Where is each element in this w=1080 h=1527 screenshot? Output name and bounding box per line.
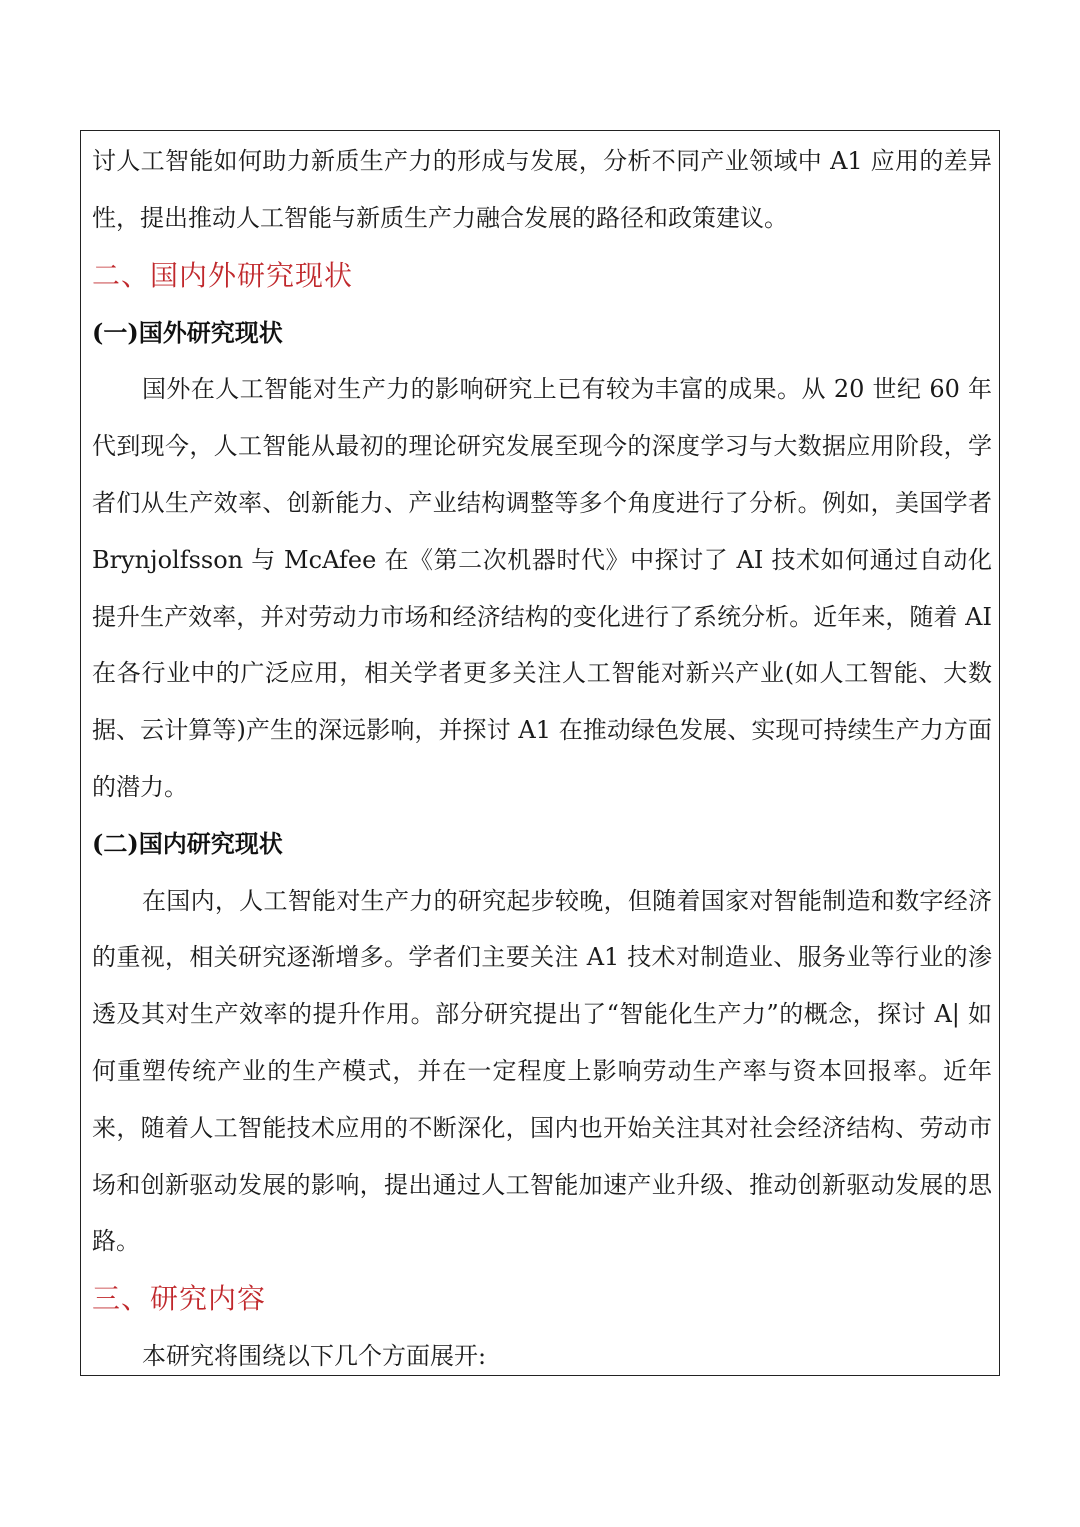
document-body (92, 133, 992, 1385)
paragraph-domestic-research: 在国内，人工智能对生产力的研究起步较晚，但随着国家对智能制造和数字经济的重视，相关研究逐渐增多。学者们主要关注 A1 技术对制造业、服务业等行业的渗透及其对生产效率的提升作用。部分研究提出了“智能化生产力”的概念，探讨 A| 如何重塑传统产业的生产模式，并在一定程度上影响劳动生产率与资本回报率。近年来，随着人工智能技术应用的不断深化，国内也开始关注其对社会经济结构、劳动市场和创新驱动发展的影响，提出通过人工智能加速产业升级、推动创新驱动发展的思路。 (92, 886, 992, 1256)
subsection-heading-foreign: (一)国外研究现状 (92, 317, 283, 347)
subsection-heading-domestic: (二)国内研究现状 (92, 828, 283, 858)
paragraph-research-content: 本研究将围绕以下几个方面展开: (142, 1342, 487, 1371)
intro-paragraph: 讨人工智能如何助力新质生产力的形成与发展，分析不同产业领域中 A1 应用的差异性，提出推动人工智能与新质生产力融合发展的路径和政策建议。 (92, 147, 992, 232)
section-heading-research-status: 二、国内外研究现状 (92, 258, 354, 292)
paragraph-foreign-research: 国外在人工智能对生产力的影响研究上已有较为丰富的成果。从 20 世纪 60 年代到现今，人工智能从最初的理论研究发展至现今的深度学习与大数据应用阶段，学者们从生产效率、创新能力、产业结构调整等多个角度进行了分析。例如，美国学者 Brynjolfsson 与 McAfee 在《第二次机器时代》中探讨了 AI 技术如何通过自动化提升生产效率，并对劳动力市场和经济结构的变化进行了系统分析。近年来，随着 AI 在各行业中的广泛应用，相关学者更多关注人工智能对新兴产业(如人工智能、大数据、云计算等)产生的深远影响，并探讨 A1 在推动绿色发展、实现可持续生产力方面的潜力。 (92, 375, 992, 801)
section-heading-research-content: 三、研究内容 (92, 1282, 267, 1316)
